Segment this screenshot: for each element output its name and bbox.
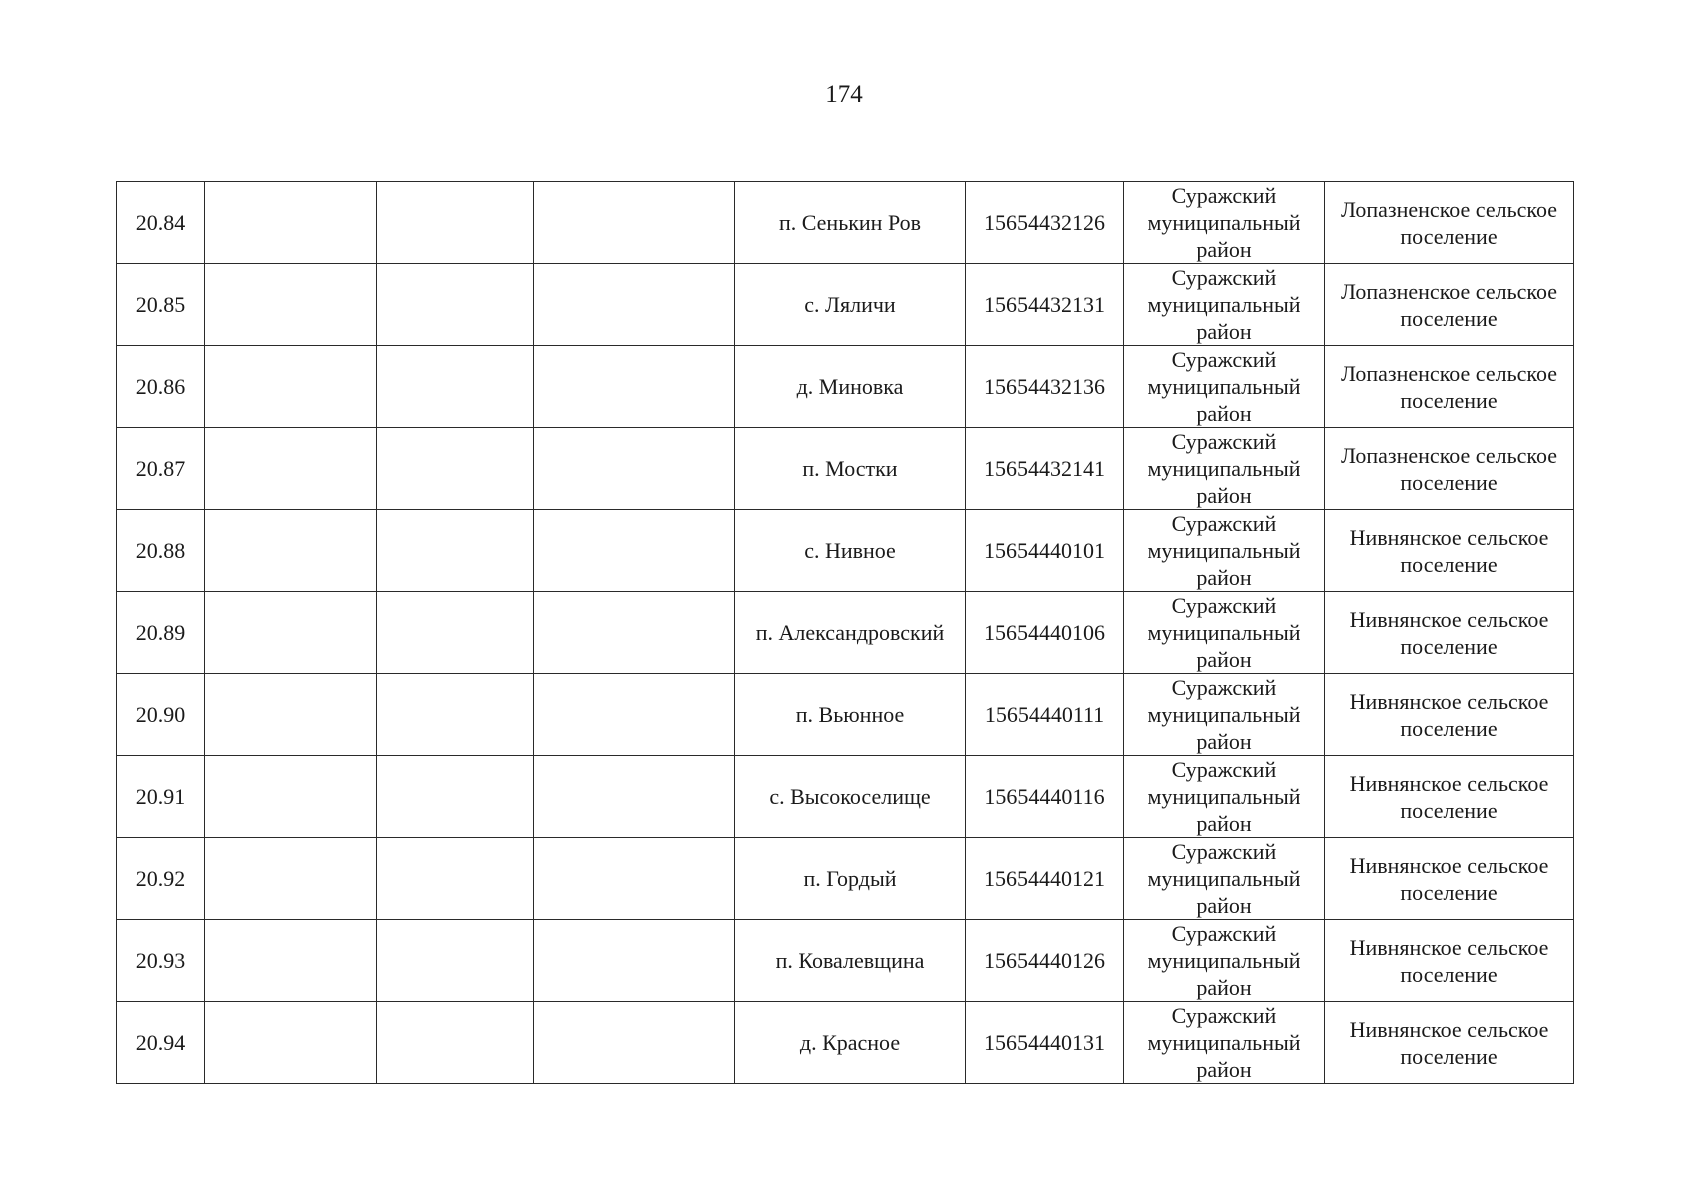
empty-cell	[377, 674, 534, 756]
municipal-district: Суражский муниципальный район	[1124, 756, 1325, 838]
table-row	[117, 264, 1574, 346]
empty-cell	[205, 428, 377, 510]
municipal-district: Суражский муниципальный район	[1124, 346, 1325, 428]
row-number: 20.84	[117, 182, 205, 264]
empty-cell	[377, 182, 534, 264]
table-row	[117, 592, 1574, 674]
locality-name: д. Красное	[735, 1002, 966, 1084]
municipal-district: Суражский муниципальный район	[1124, 510, 1325, 592]
empty-cell	[205, 510, 377, 592]
locality-name: д. Миновка	[735, 346, 966, 428]
oktmo-code: 15654432126	[966, 182, 1124, 264]
rural-settlement: Лопазненское сельское поселение	[1325, 428, 1574, 510]
empty-cell	[205, 592, 377, 674]
table-row	[117, 1002, 1574, 1084]
rural-settlement: Нивнянское сельское поселение	[1325, 592, 1574, 674]
empty-cell	[534, 510, 735, 592]
empty-cell	[534, 756, 735, 838]
rural-settlement: Лопазненское сельское поселение	[1325, 182, 1574, 264]
rural-settlement: Нивнянское сельское поселение	[1325, 1002, 1574, 1084]
oktmo-code: 15654432131	[966, 264, 1124, 346]
rural-settlement: Лопазненское сельское поселение	[1325, 264, 1574, 346]
empty-cell	[534, 1002, 735, 1084]
empty-cell	[534, 264, 735, 346]
table-row	[117, 674, 1574, 756]
rural-settlement: Нивнянское сельское поселение	[1325, 920, 1574, 1002]
oktmo-code: 15654440106	[966, 592, 1124, 674]
municipal-district: Суражский муниципальный район	[1124, 674, 1325, 756]
empty-cell	[534, 346, 735, 428]
empty-cell	[205, 838, 377, 920]
municipal-district: Суражский муниципальный район	[1124, 1002, 1325, 1084]
empty-cell	[205, 920, 377, 1002]
oktmo-code: 15654432136	[966, 346, 1124, 428]
row-number: 20.88	[117, 510, 205, 592]
table-row	[117, 428, 1574, 510]
municipal-district: Суражский муниципальный район	[1124, 264, 1325, 346]
row-number: 20.91	[117, 756, 205, 838]
table-row	[117, 838, 1574, 920]
empty-cell	[534, 674, 735, 756]
empty-cell	[377, 510, 534, 592]
oktmo-code: 15654440101	[966, 510, 1124, 592]
empty-cell	[534, 920, 735, 1002]
oktmo-code: 15654440116	[966, 756, 1124, 838]
municipal-district: Суражский муниципальный район	[1124, 592, 1325, 674]
oktmo-code: 15654440121	[966, 838, 1124, 920]
empty-cell	[205, 674, 377, 756]
table-row	[117, 510, 1574, 592]
locality-name: с. Ляличи	[735, 264, 966, 346]
row-number: 20.85	[117, 264, 205, 346]
rural-settlement: Нивнянское сельское поселение	[1325, 838, 1574, 920]
row-number: 20.93	[117, 920, 205, 1002]
oktmo-code: 15654440131	[966, 1002, 1124, 1084]
table-row	[117, 182, 1574, 264]
empty-cell	[205, 182, 377, 264]
empty-cell	[377, 920, 534, 1002]
locality-name: п. Александровский	[735, 592, 966, 674]
empty-cell	[534, 838, 735, 920]
row-number: 20.90	[117, 674, 205, 756]
empty-cell	[377, 1002, 534, 1084]
empty-cell	[377, 838, 534, 920]
municipal-district: Суражский муниципальный район	[1124, 182, 1325, 264]
empty-cell	[534, 592, 735, 674]
page-number: 174	[825, 81, 863, 108]
settlements-table	[116, 181, 1574, 1084]
rural-settlement: Нивнянское сельское поселение	[1325, 756, 1574, 838]
rural-settlement: Лопазненское сельское поселение	[1325, 346, 1574, 428]
row-number: 20.94	[117, 1002, 205, 1084]
empty-cell	[377, 592, 534, 674]
oktmo-code: 15654440111	[966, 674, 1124, 756]
municipal-district: Суражский муниципальный район	[1124, 920, 1325, 1002]
empty-cell	[377, 756, 534, 838]
table-row	[117, 756, 1574, 838]
locality-name: п. Вьюнное	[735, 674, 966, 756]
empty-cell	[205, 756, 377, 838]
table-row	[117, 346, 1574, 428]
locality-name: п. Ковалевщина	[735, 920, 966, 1002]
row-number: 20.89	[117, 592, 205, 674]
empty-cell	[534, 182, 735, 264]
rural-settlement: Нивнянское сельское поселение	[1325, 674, 1574, 756]
row-number: 20.87	[117, 428, 205, 510]
locality-name: п. Мостки	[735, 428, 966, 510]
row-number: 20.86	[117, 346, 205, 428]
row-number: 20.92	[117, 838, 205, 920]
empty-cell	[377, 264, 534, 346]
oktmo-code: 15654432141	[966, 428, 1124, 510]
locality-name: с. Высокоселище	[735, 756, 966, 838]
rural-settlement: Нивнянское сельское поселение	[1325, 510, 1574, 592]
locality-name: п. Сенькин Ров	[735, 182, 966, 264]
municipal-district: Суражский муниципальный район	[1124, 428, 1325, 510]
empty-cell	[534, 428, 735, 510]
municipal-district: Суражский муниципальный район	[1124, 838, 1325, 920]
empty-cell	[377, 346, 534, 428]
empty-cell	[205, 1002, 377, 1084]
empty-cell	[377, 428, 534, 510]
empty-cell	[205, 346, 377, 428]
locality-name: с. Нивное	[735, 510, 966, 592]
locality-name: п. Гордый	[735, 838, 966, 920]
oktmo-code: 15654440126	[966, 920, 1124, 1002]
table-row	[117, 920, 1574, 1002]
empty-cell	[205, 264, 377, 346]
